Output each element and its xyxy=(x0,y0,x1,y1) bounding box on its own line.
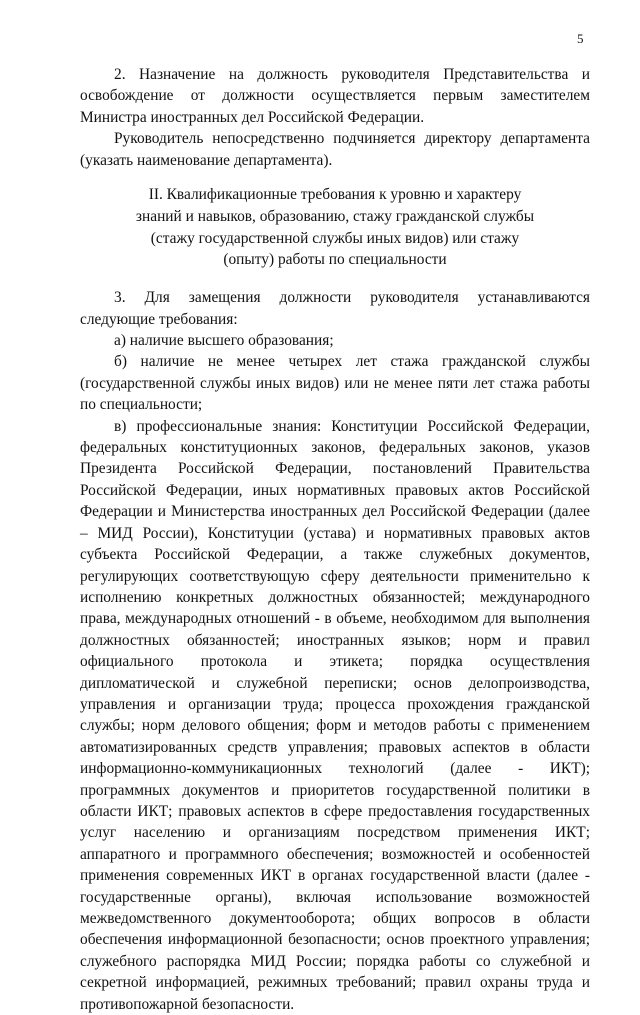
section-heading-line: знаний и навыков, образованию, стажу гражданской службы xyxy=(135,207,535,225)
section-heading-line: (стажу государственной службы иных видов) или стажу xyxy=(150,229,520,247)
item2-paragraph2: Руководитель непосредственно подчиняется директору департамента (указать наименование департамента). xyxy=(80,130,590,169)
item3-intro: 3. Для замещения должности руководителя устанавливаются следующие требования: xyxy=(80,289,590,328)
item3-a: а) наличие высшего образования; xyxy=(114,332,334,350)
section-heading xyxy=(80,184,590,271)
item2-paragraph1: 2. Назначение на должность руководителя Представительства и освобождение от должности осуществляется первым заместителем Министра иностранных дел Российской Федерации. xyxy=(80,66,590,126)
section-heading-line: II. Квалификационные требования к уровню и характеру xyxy=(148,186,522,204)
section-heading-line: (опыту) работы по специальности xyxy=(223,251,447,269)
item3-b: б) наличие не менее четырех лет стажа гражданской службы (государственной службы иных видов) или не менее пяти лет стажа работы по специальности; xyxy=(80,353,590,414)
document-body xyxy=(80,64,590,1015)
item3-v: в) профессиональные знания: Конституции Российской Федерации, федеральных конституционных законов, федеральных законов, указов Президента Российской Федерации, постановлений Правительства Российской Федерации, иных нормативных правовых актов Российской Федерации и Министерства иностранных дел Российской Федерации (далее – МИД России), Конституции (устава) и нормативных правовых актов субъекта Российской Федерации, а также служебных документов, регулирующих соответствующую сферу деятельности применительно к исполнению конкретных должностных обязанностей; международного права, международных отношений - в объеме, необходимом для выполнения должностных обязанностей; иностранных языков; норм и правил официального протокола и этикета; порядка осуществления дипломатической и служебной переписки; основ делопроизводства, управления и организации труда; процесса прохождения гражданской службы; норм делового общения; форм и методов работы с применением автоматизированных средств управления; правовых аспектов в области информационно-коммуникационных технологий (далее - ИКТ); программных документов и приоритетов государственной политики в области ИКТ; правовых аспектов в сфере предоставления государственных услуг населению и организациям посредством применения ИКТ; аппаратного и программного обеспечения; возможностей и особенностей применения современных ИКТ в органах государственной власти (далее - государственные органы), включая использование возможностей межведомственного документооборота; общих вопросов в области обеспечения информационной безопасности; основ проектного управления; служебного распорядка МИД России; порядка работы со служебной и секретной информацией, режимных требований; правил охраны труда и противопожарной безопасности. xyxy=(80,417,590,1013)
page-number: 5 xyxy=(577,31,584,46)
